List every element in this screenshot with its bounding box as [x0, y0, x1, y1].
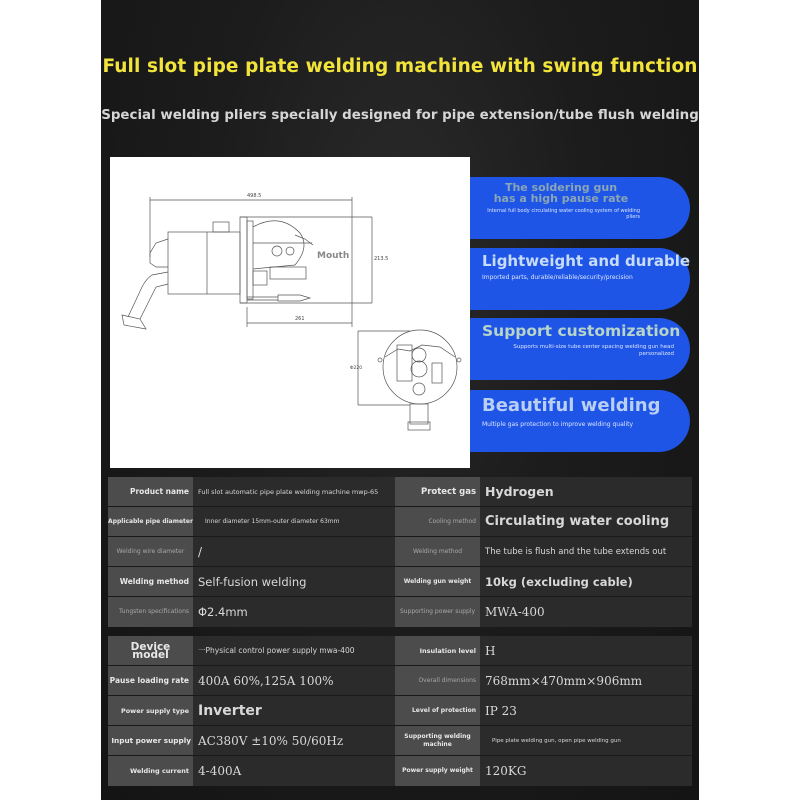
row-value: Circulating water cooling — [480, 507, 692, 536]
row-value: H — [480, 636, 692, 665]
row-label: Welding wire diameter — [108, 537, 193, 566]
feature-pill-beautiful-welding — [470, 390, 690, 452]
feature-heading: Lightweight and durable — [482, 252, 691, 270]
row-label: Overall dimensions — [395, 666, 480, 695]
row-label: Tungsten specifications — [108, 597, 193, 627]
feature-description: Supports multi-size tube center spacing welding gun head personalized — [513, 344, 674, 357]
row-label: Level of protection — [395, 696, 480, 725]
row-value: 10kg (excluding cable) — [480, 567, 692, 596]
svg-text:213.5: 213.5 — [374, 256, 389, 262]
row-value: Inverter — [193, 696, 395, 725]
row-label: Cooling method — [395, 507, 480, 536]
feature-heading: The soldering gun has a high pause rate — [493, 181, 629, 205]
row-label: Protect gas — [395, 477, 480, 506]
row-label: Supporting welding machine — [395, 726, 480, 755]
row-label: Product name — [108, 477, 193, 506]
row-label: Welding current — [108, 756, 193, 786]
row-value: Inner diameter 15mm-outer diameter 63mm — [193, 507, 395, 536]
row-label: Device model — [108, 636, 193, 665]
row-value: 120KG — [480, 756, 692, 786]
row-value: Φ2.4mm — [193, 597, 395, 627]
feature-heading: Beautiful welding — [482, 395, 661, 416]
table-row — [108, 477, 692, 507]
row-value: 4-400A — [193, 756, 395, 786]
row-value: Self-fusion welding — [193, 567, 395, 596]
row-label: Applicable pipe diameter — [108, 507, 193, 536]
row-value: Pipe plate welding gun, open pipe welding gun — [480, 726, 692, 755]
row-label: Welding gun weight — [395, 567, 480, 596]
page-title: Full slot pipe plate welding machine with swing function — [102, 56, 698, 77]
welding-gun-diagram-icon — [110, 157, 470, 468]
feature-description: Internal full body circulating water cooling system of welding pliers — [487, 208, 640, 220]
table-row — [108, 666, 692, 696]
row-value: 一Physical control power supply mwa-400 — [193, 636, 395, 665]
spec-table-2 — [108, 636, 692, 786]
spec-table-1 — [108, 477, 692, 627]
row-value: / — [193, 537, 395, 566]
svg-text:498.5: 498.5 — [247, 193, 262, 199]
svg-text:Φ220: Φ220 — [350, 366, 363, 371]
row-value: MWA-400 — [480, 597, 692, 627]
page-subtitle: Special welding pliers specially designed for pipe extension/tube flush welding — [101, 108, 699, 123]
row-label: Insulation level — [395, 636, 480, 665]
svg-text:261: 261 — [295, 316, 305, 322]
feature-pill-customization — [470, 318, 690, 380]
row-label: Power supply weight — [395, 756, 480, 786]
table-row — [108, 567, 692, 597]
feature-description: Multiple gas protection to improve welding quality — [482, 421, 634, 428]
row-value: Hydrogen — [480, 477, 692, 506]
row-label: Welding method — [108, 567, 193, 596]
technical-drawing — [110, 157, 470, 468]
row-value: 768mm×470mm×906mm — [480, 666, 692, 695]
table-row — [108, 636, 692, 666]
table-row — [108, 537, 692, 567]
row-label: Power supply type — [108, 696, 193, 725]
row-label: Pause loading rate — [108, 666, 193, 695]
table-row — [108, 597, 692, 627]
row-value: Full slot automatic pipe plate welding machine mwp-65 — [193, 477, 395, 506]
row-value: IP 23 — [480, 696, 692, 725]
row-value: 400A 60%,125A 100% — [193, 666, 395, 695]
feature-pill-pause-rate — [470, 177, 690, 239]
feature-heading: Support customization — [482, 322, 681, 340]
row-value: The tube is flush and the tube extends out — [480, 537, 692, 566]
table-row — [108, 696, 692, 726]
table-row — [108, 726, 692, 756]
product-panel — [101, 0, 699, 800]
table-row — [108, 507, 692, 537]
feature-description: Imported parts, durable/reliable/security/precision — [482, 274, 633, 281]
row-label: Welding method — [395, 537, 480, 566]
feature-pill-lightweight — [470, 248, 690, 310]
svg-text:Mouth: Mouth — [317, 251, 350, 261]
row-label: Supporting power supply — [395, 597, 480, 627]
row-value: AC380V ±10% 50/60Hz — [193, 726, 395, 755]
table-row — [108, 756, 692, 786]
row-label: Input power supply — [108, 726, 193, 755]
